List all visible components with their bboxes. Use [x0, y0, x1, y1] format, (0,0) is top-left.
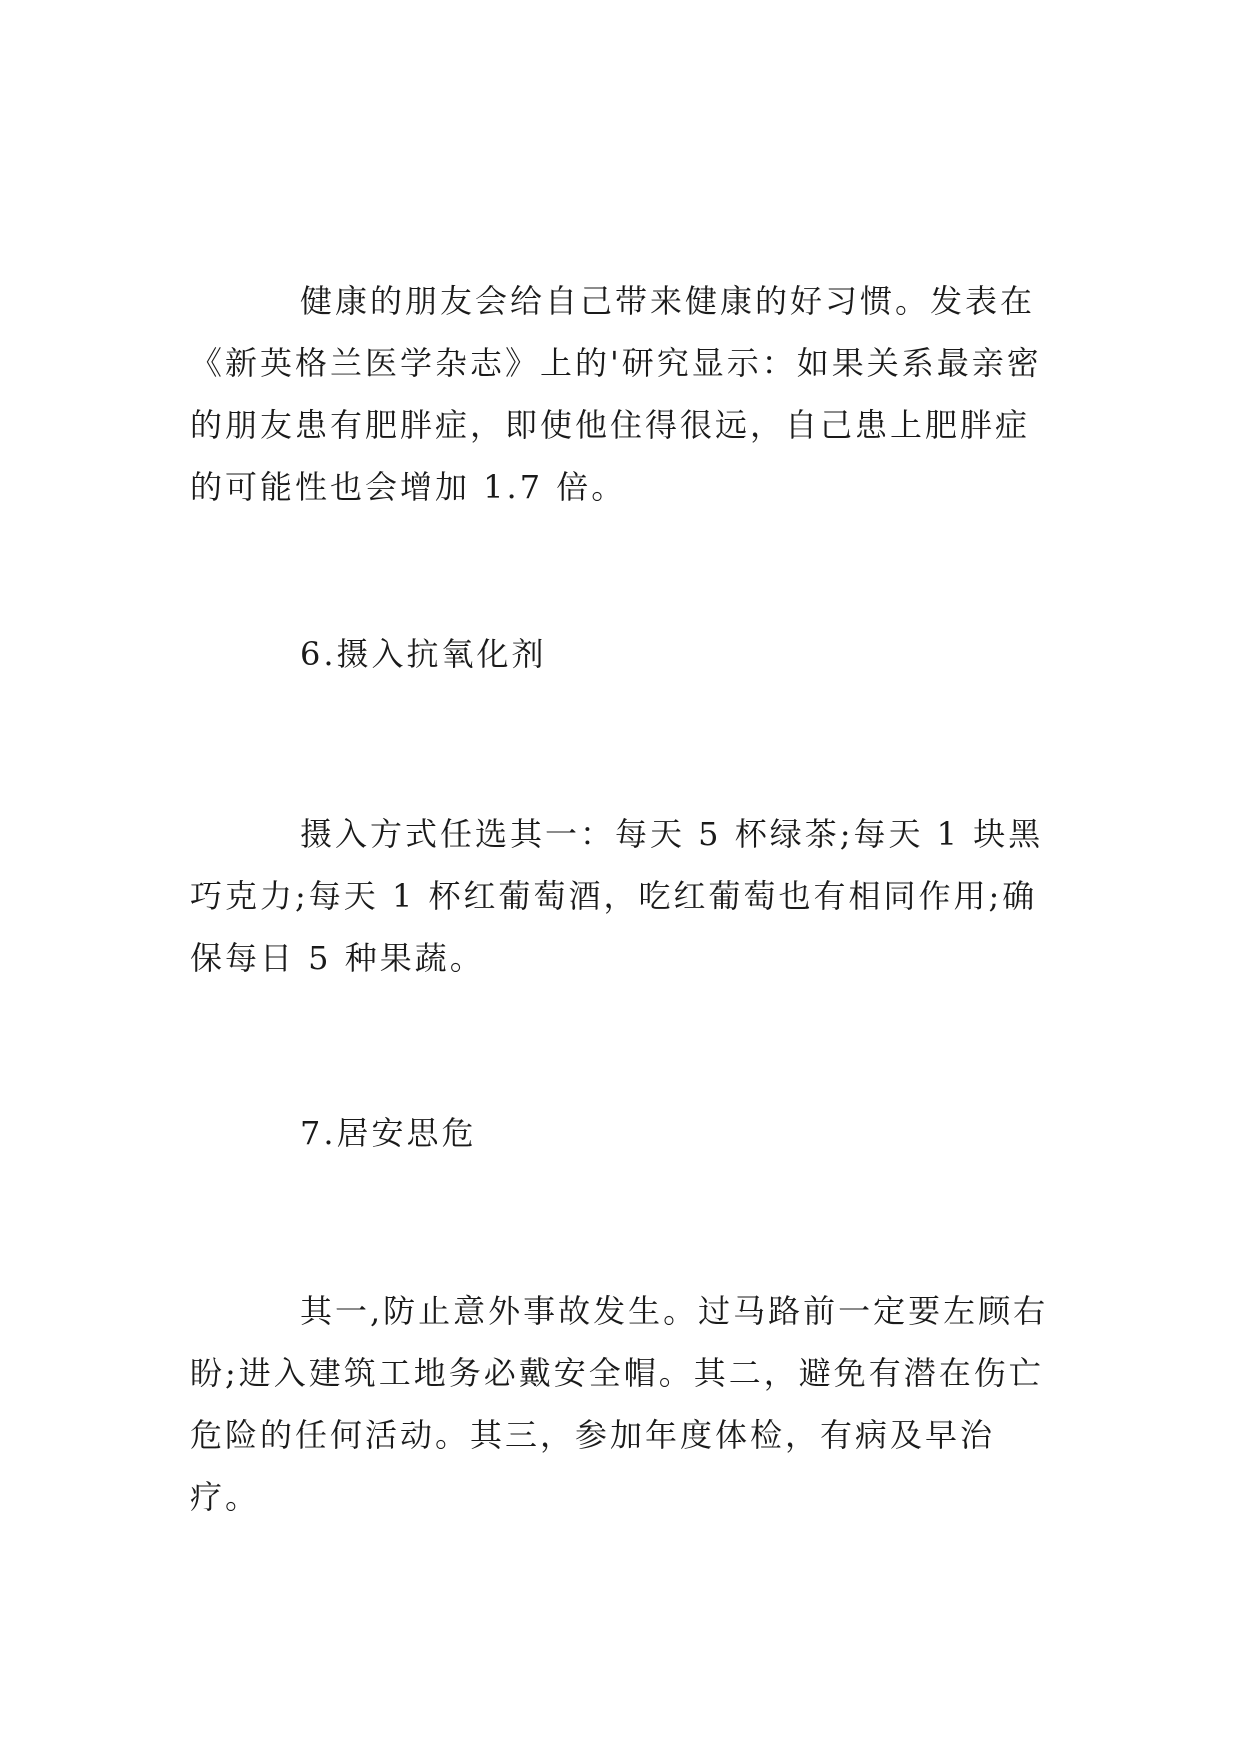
paragraph-antioxidant-intake: 摄入方式任选其一：每天 5 杯绿茶;每天 1 块黑巧克力;每天 1 杯红葡萄酒，吃红葡萄也有相同作用;确保每日 5 种果蔬。	[190, 815, 1044, 977]
section-heading-vigilance: 7.居安思危	[300, 1114, 477, 1152]
paragraph-friends-habits: 健康的朋友会给自己带来健康的好习惯。发表在《新英格兰医学杂志》上的'研究显示：如果关系最亲密的朋友患有肥胖症，即使他住得很远，自己患上肥胖症的可能性也会增加 1.7 倍。	[190, 282, 1042, 506]
paragraph-safety-measures: 其一,防止意外事故发生。过马路前一定要左顾右盼;进入建筑工地务必戴安全帽。其二，避免有潜在伤亡危险的任何活动。其三，参加年度体检，有病及早治疗。	[190, 1292, 1049, 1516]
section-heading-antioxidants: 6.摄入抗氧化剂	[300, 635, 547, 673]
